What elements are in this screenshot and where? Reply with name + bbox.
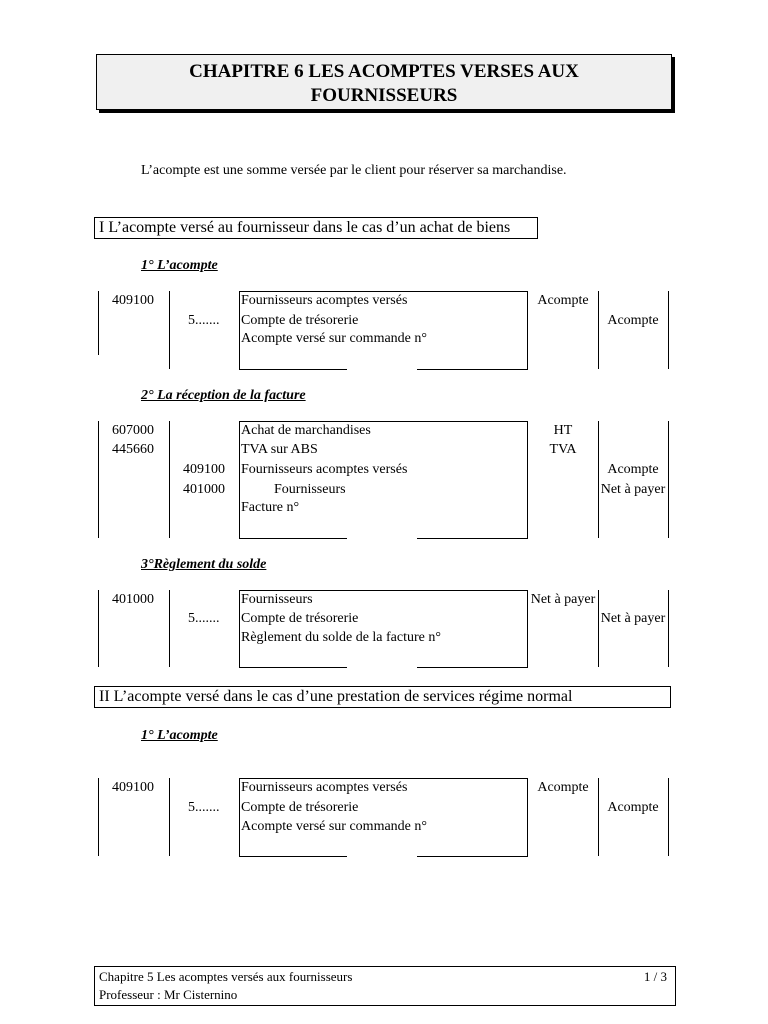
entry-label: Acompte versé sur commande n° — [241, 331, 427, 346]
debit-account: 607000 — [112, 423, 154, 438]
chapter-title — [96, 54, 672, 110]
entry-label: TVA sur ABS — [241, 442, 318, 457]
page-number: 1 / 3 — [643, 969, 667, 984]
rule-bottom-left — [239, 369, 347, 370]
rule-account — [169, 291, 170, 369]
rule-right — [668, 590, 669, 667]
credit-amount: Net à payer — [600, 611, 666, 626]
rule-bottom-left — [239, 538, 347, 539]
debit-amount: Net à payer — [530, 592, 596, 607]
rule-right — [668, 421, 669, 538]
entry-label: Achat de marchandises — [241, 423, 371, 438]
debit-amount: Acompte — [537, 780, 589, 795]
entry-label: Compte de trésorerie — [241, 800, 359, 815]
entry-label: Facture n° — [241, 500, 300, 515]
credit-amount: Net à payer — [600, 482, 666, 497]
page-footer — [94, 966, 676, 1006]
rule-bottom-left — [239, 856, 347, 857]
chapter-title-line1: CHAPITRE 6 LES ACOMPTES VERSES AUX — [189, 61, 579, 82]
entry-label: Fournisseurs acomptes versés — [241, 462, 408, 477]
credit-account: 5....... — [188, 800, 220, 815]
credit-account: 401000 — [183, 482, 225, 497]
rule-amount — [598, 421, 599, 538]
rule-bottom-right — [417, 538, 528, 539]
entry-label: Fournisseurs — [241, 592, 313, 607]
rule-left — [98, 590, 99, 667]
rule-account — [169, 421, 170, 538]
s2-sub1-title: 1° L’acompte — [141, 728, 218, 743]
debit-amount: TVA — [549, 442, 577, 457]
rule-right — [668, 778, 669, 856]
section1-heading: I L’acompte versé au fournisseur dans le cas d’un achat de biens — [94, 217, 538, 239]
s1-sub2-title: 2° La réception de la facture — [141, 388, 306, 403]
entry-label: Acompte versé sur commande n° — [241, 819, 427, 834]
entry-label: Fournisseurs acomptes versés — [241, 293, 408, 308]
entry-label: Compte de trésorerie — [241, 313, 359, 328]
credit-account: 5....... — [188, 313, 220, 328]
rule-account — [169, 590, 170, 667]
rule-account — [169, 778, 170, 856]
debit-amount: Acompte — [537, 293, 589, 308]
rule-right — [668, 291, 669, 369]
rule-left — [98, 778, 99, 856]
debit-account: 401000 — [112, 592, 154, 607]
rule-amount — [598, 778, 599, 856]
rule-left — [98, 421, 99, 538]
footer-professor: Professeur : Mr Cisternino — [99, 987, 238, 1002]
s1-sub1-title: 1° L’acompte — [141, 258, 218, 273]
credit-amount: Acompte — [607, 800, 659, 815]
debit-amount: HT — [553, 423, 573, 438]
credit-account: 409100 — [183, 462, 225, 477]
entry-label: Compte de trésorerie — [241, 611, 359, 626]
section2-heading: II L’acompte versé dans le cas d’une prestation de services régime normal — [94, 686, 671, 708]
debit-account: 409100 — [112, 293, 154, 308]
debit-account: 409100 — [112, 780, 154, 795]
credit-amount: Acompte — [607, 462, 659, 477]
intro-text: L’acompte est une somme versée par le client pour réserver sa marchandise. — [141, 163, 567, 178]
debit-account: 445660 — [112, 442, 154, 457]
rule-bottom-left — [239, 667, 347, 668]
rule-amount — [598, 291, 599, 369]
rule-bottom-right — [417, 667, 528, 668]
s1-sub3-title: 3°Règlement du solde — [141, 557, 267, 572]
entry-label: Fournisseurs acomptes versés — [241, 780, 408, 795]
footer-chapter: Chapitre 5 Les acomptes versés aux fournisseurs — [99, 969, 353, 984]
entry-label: Fournisseurs — [274, 482, 346, 497]
chapter-title-line2: FOURNISSEURS — [310, 85, 458, 106]
entry-label: Règlement du solde de la facture n° — [241, 630, 441, 645]
rule-amount — [598, 590, 599, 667]
rule-left — [98, 291, 99, 355]
credit-amount: Acompte — [607, 313, 659, 328]
credit-account: 5....... — [188, 611, 220, 626]
rule-bottom-right — [417, 369, 528, 370]
rule-bottom-right — [417, 856, 528, 857]
